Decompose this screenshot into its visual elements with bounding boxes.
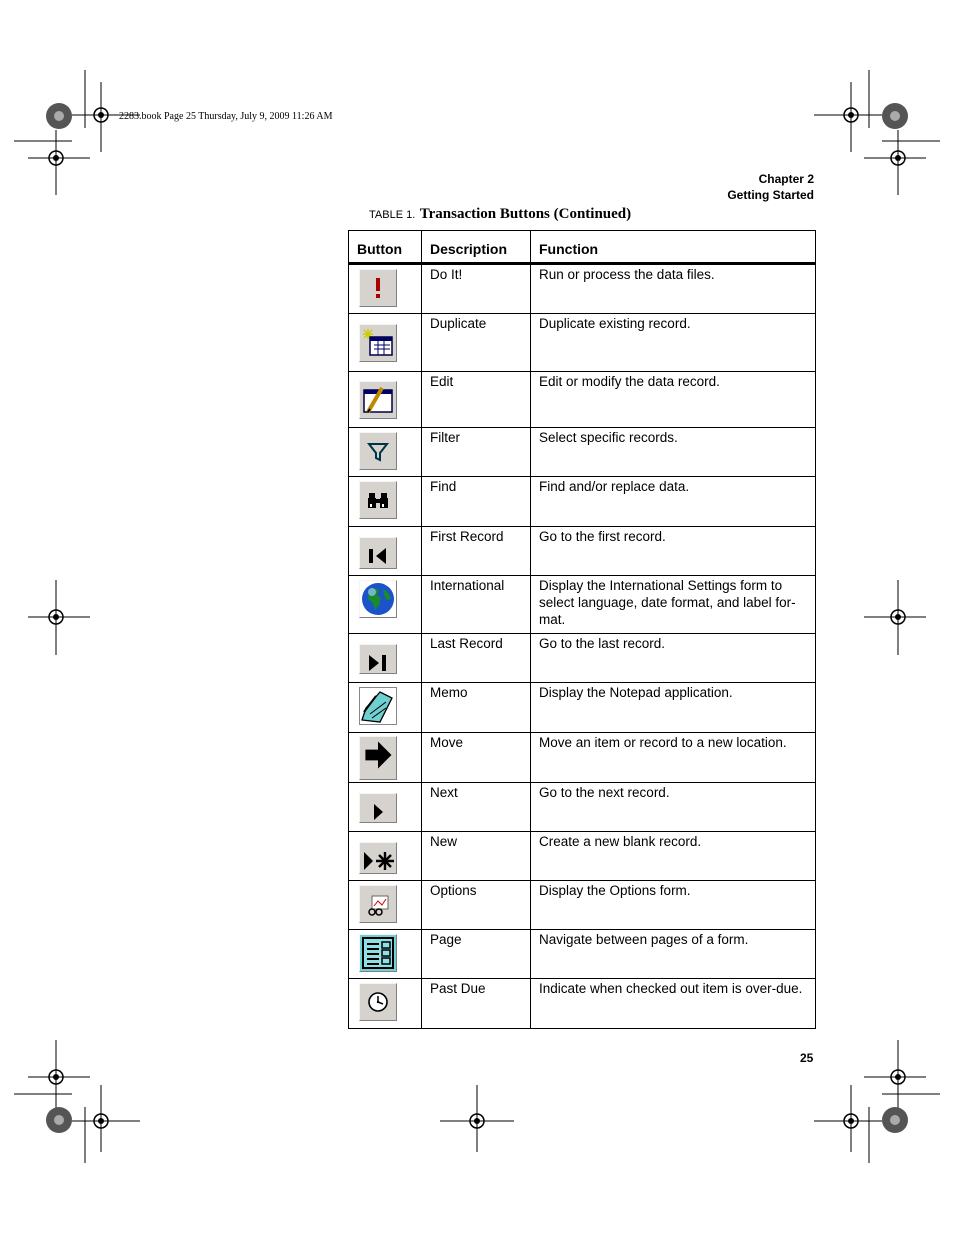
options-icon <box>359 885 397 923</box>
row-function: Navigate between pages of a form. <box>531 930 816 979</box>
row-description: Move <box>422 733 531 783</box>
table-row <box>349 314 816 372</box>
row-description: Last Record <box>422 634 531 683</box>
table-row <box>349 881 816 930</box>
table-row <box>349 477 816 527</box>
row-function: Move an item or record to a new location. <box>531 733 816 783</box>
table-row <box>349 428 816 477</box>
row-function: Display the International Settings form to select language, date format, and label for-mat. <box>531 576 816 634</box>
filter-funnel-icon <box>359 432 397 470</box>
table-row <box>349 733 816 783</box>
globe-icon <box>359 580 397 618</box>
row-function: Create a new blank record. <box>531 832 816 881</box>
new-record-icon <box>359 842 397 874</box>
row-function: Duplicate existing record. <box>531 314 816 372</box>
section-label: Getting Started <box>727 188 814 202</box>
chapter-label: Chapter 2 <box>758 172 814 186</box>
table-row <box>349 832 816 881</box>
table-header-row <box>349 231 816 264</box>
edit-record-icon <box>359 381 397 419</box>
row-function: Go to the last record. <box>531 634 816 683</box>
last-record-icon <box>359 644 397 674</box>
row-function: Indicate when checked out item is over-due. <box>531 979 816 1029</box>
row-function: Edit or modify the data record. <box>531 372 816 428</box>
table-row <box>349 576 816 634</box>
row-function: Find and/or replace data. <box>531 477 816 527</box>
row-description: International <box>422 576 531 634</box>
table-caption <box>369 205 631 223</box>
first-record-icon <box>359 537 397 569</box>
column-header-button: Button <box>349 231 422 264</box>
row-function: Select specific records. <box>531 428 816 477</box>
row-description: Find <box>422 477 531 527</box>
row-description: First Record <box>422 527 531 576</box>
table-row <box>349 634 816 683</box>
next-record-icon <box>359 793 397 823</box>
table-label: TABLE 1. <box>369 209 416 221</box>
row-function: Go to the first record. <box>531 527 816 576</box>
row-description: New <box>422 832 531 881</box>
row-description: Past Due <box>422 979 531 1029</box>
row-description: Options <box>422 881 531 930</box>
table-row <box>349 930 816 979</box>
running-header <box>727 171 814 203</box>
table-row <box>349 979 816 1029</box>
page-number: 25 <box>800 1051 814 1065</box>
notepad-icon <box>359 687 397 725</box>
table-row <box>349 527 816 576</box>
duplicate-record-icon <box>359 324 397 362</box>
column-header-function: Function <box>531 231 816 264</box>
transaction-buttons-table <box>348 230 816 1029</box>
binoculars-icon <box>359 481 397 519</box>
table-row <box>349 683 816 733</box>
column-header-description: Description <box>422 231 531 264</box>
book-print-info: 2283.book Page 25 Thursday, July 9, 2009 11:26 AM <box>119 111 333 122</box>
row-description: Do It! <box>422 264 531 314</box>
row-description: Edit <box>422 372 531 428</box>
table-title: Transaction Buttons (Continued) <box>419 206 632 222</box>
page-form-icon <box>359 934 397 972</box>
table-row <box>349 783 816 832</box>
row-function: Run or process the data files. <box>531 264 816 314</box>
row-function: Go to the next record. <box>531 783 816 832</box>
row-function: Display the Options form. <box>531 881 816 930</box>
row-description: Memo <box>422 683 531 733</box>
row-description: Page <box>422 930 531 979</box>
row-description: Next <box>422 783 531 832</box>
move-arrow-icon <box>359 736 397 780</box>
row-description: Filter <box>422 428 531 477</box>
clock-icon <box>359 983 397 1021</box>
table-row <box>349 372 816 428</box>
row-description: Duplicate <box>422 314 531 372</box>
exclamation-icon <box>359 269 397 307</box>
table-row <box>349 264 816 314</box>
row-function: Display the Notepad application. <box>531 683 816 733</box>
